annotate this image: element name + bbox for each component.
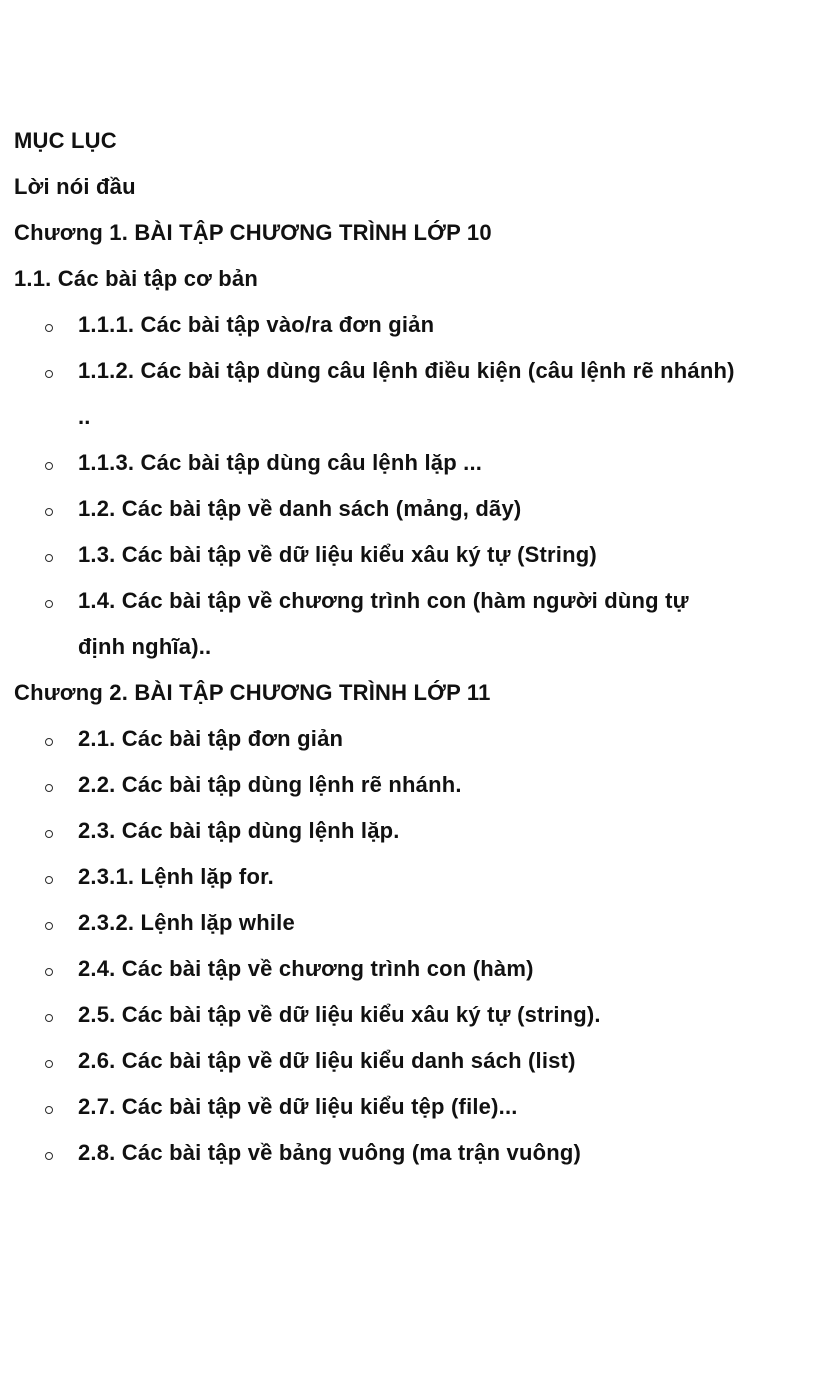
circle-bullet-icon	[45, 968, 53, 976]
toc-item-text: 1.3. Các bài tập về dữ liệu kiểu xâu ký tự (String)	[78, 542, 597, 567]
toc-item-text: 2.3. Các bài tập dùng lệnh lặp.	[78, 818, 400, 843]
toc-item	[14, 716, 828, 762]
circle-bullet-icon	[45, 738, 53, 746]
toc-heading-text: Lời nói đầu	[14, 174, 136, 199]
toc-heading	[14, 164, 828, 210]
toc-item-continuation	[14, 394, 828, 440]
toc-item	[14, 348, 828, 394]
circle-bullet-icon	[45, 554, 53, 562]
toc-item-text: 2.2. Các bài tập dùng lệnh rẽ nhánh.	[78, 772, 462, 797]
toc-item	[14, 946, 828, 992]
circle-bullet-icon	[45, 600, 53, 608]
toc-item	[14, 1130, 828, 1176]
toc-item-text: 2.7. Các bài tập về dữ liệu kiểu tệp (file)...	[78, 1094, 518, 1119]
toc-item	[14, 992, 828, 1038]
toc-item	[14, 900, 828, 946]
toc-item	[14, 486, 828, 532]
toc-item	[14, 854, 828, 900]
toc-item	[14, 578, 828, 624]
circle-bullet-icon	[45, 370, 53, 378]
toc-heading	[14, 118, 828, 164]
toc-heading	[14, 210, 828, 256]
toc-item-continuation	[14, 624, 828, 670]
toc-item-text: 2.3.2. Lệnh lặp while	[78, 910, 295, 935]
toc-item	[14, 1038, 828, 1084]
toc-item-text: 2.1. Các bài tập đơn giản	[78, 726, 344, 751]
toc-item	[14, 532, 828, 578]
toc-heading-text: MỤC LỤC	[14, 128, 117, 153]
toc-heading-text: 1.1. Các bài tập cơ bản	[14, 266, 258, 291]
toc-heading	[14, 670, 828, 716]
toc-item-text: 2.3.1. Lệnh lặp for.	[78, 864, 274, 889]
toc-item	[14, 440, 828, 486]
toc-item-text: 2.8. Các bài tập về bảng vuông (ma trận vuông)	[78, 1140, 582, 1165]
toc-item-text: 1.2. Các bài tập về danh sách (mảng, dãy)	[78, 496, 522, 521]
toc-item-text: 1.1.2. Các bài tập dùng câu lệnh điều kiện (câu lệnh rẽ nhánh)	[78, 358, 735, 383]
toc-item-text: 2.4. Các bài tập về chương trình con (hàm)	[78, 956, 534, 981]
toc-heading-text: Chương 1. BÀI TẬP CHƯƠNG TRÌNH LỚP 10	[14, 220, 492, 245]
toc-item	[14, 302, 828, 348]
toc-item-text: 2.6. Các bài tập về dữ liệu kiểu danh sách (list)	[78, 1048, 576, 1073]
toc-continuation-text: định nghĩa)..	[78, 634, 212, 659]
toc-item-text: 1.4. Các bài tập về chương trình con (hàm người dùng tự	[78, 588, 689, 613]
circle-bullet-icon	[45, 1060, 53, 1068]
toc-item	[14, 762, 828, 808]
circle-bullet-icon	[45, 508, 53, 516]
toc-item-text: 1.1.3. Các bài tập dùng câu lệnh lặp ...	[78, 450, 483, 475]
toc-continuation-text: ..	[78, 404, 91, 429]
circle-bullet-icon	[45, 1106, 53, 1114]
circle-bullet-icon	[45, 922, 53, 930]
toc-heading	[14, 256, 828, 302]
toc-heading-text: Chương 2. BÀI TẬP CHƯƠNG TRÌNH LỚP 11	[14, 680, 491, 705]
toc-item-text: 2.5. Các bài tập về dữ liệu kiểu xâu ký tự (string).	[78, 1002, 601, 1027]
toc-item-text: 1.1.1. Các bài tập vào/ra đơn giản	[78, 312, 435, 337]
circle-bullet-icon	[45, 1014, 53, 1022]
circle-bullet-icon	[45, 830, 53, 838]
circle-bullet-icon	[45, 1152, 53, 1160]
toc-item	[14, 1084, 828, 1130]
table-of-contents	[14, 118, 828, 1176]
circle-bullet-icon	[45, 324, 53, 332]
circle-bullet-icon	[45, 462, 53, 470]
circle-bullet-icon	[45, 876, 53, 884]
toc-item	[14, 808, 828, 854]
circle-bullet-icon	[45, 784, 53, 792]
